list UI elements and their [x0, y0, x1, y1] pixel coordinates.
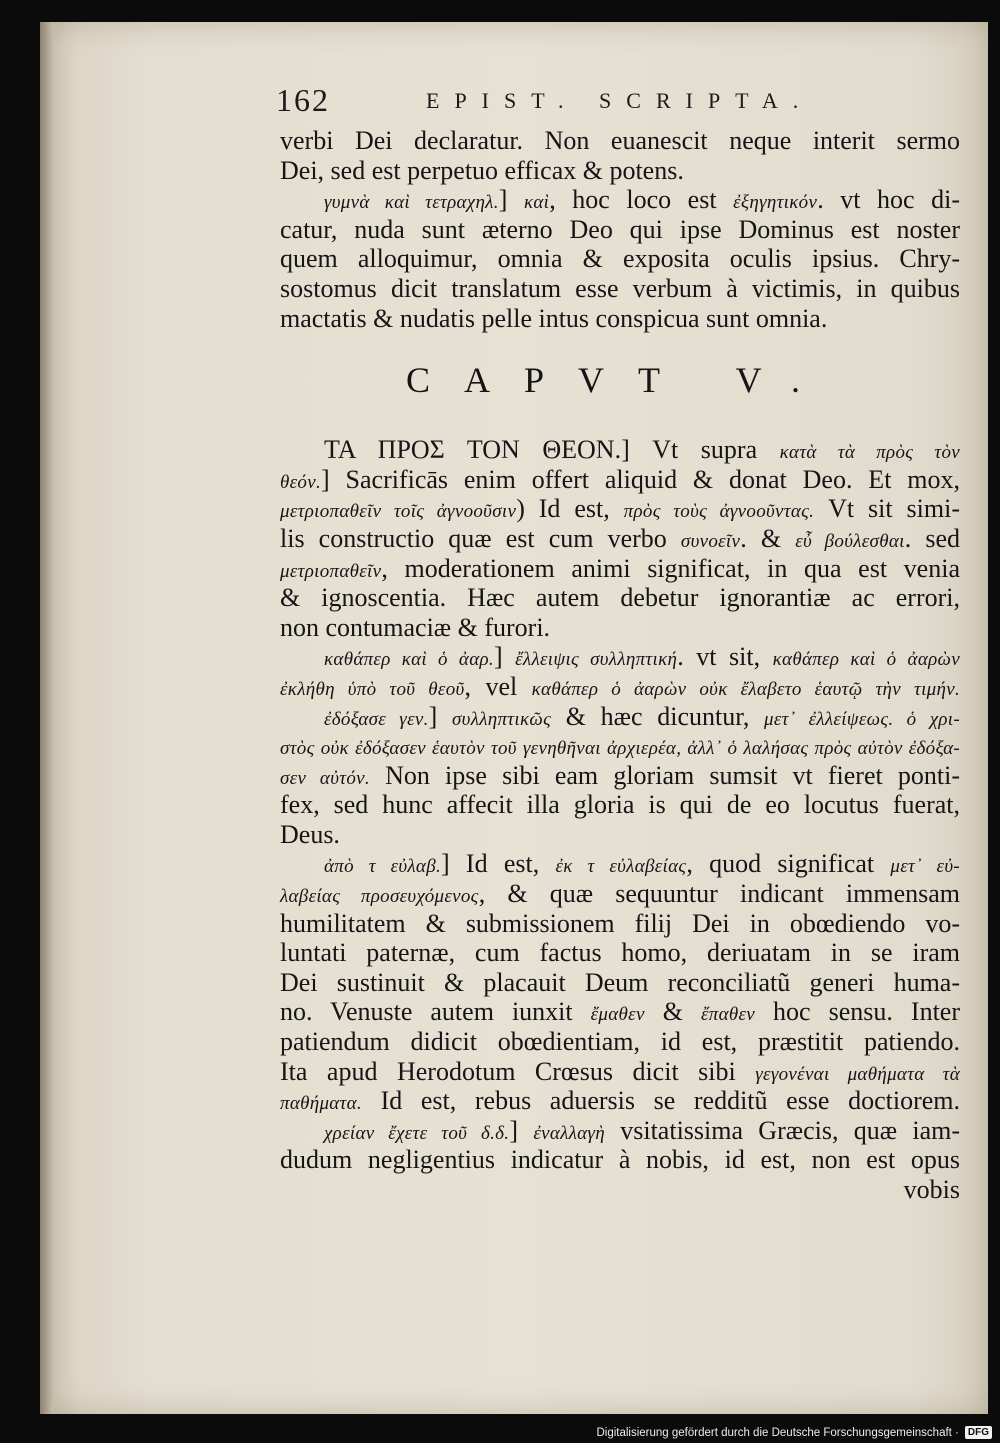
text-fragment: Id est, rebus aduersis se redditũ esse doctiorem. [361, 1086, 960, 1116]
text-fragment: ] Id est, [441, 849, 556, 879]
text-line [280, 554, 960, 584]
text-fragment: . sed [904, 523, 960, 553]
text-fragment: ] [428, 701, 452, 731]
greek-term: καθάπερ καὶ ὁ ἀαρὼν [772, 649, 960, 671]
text-line: Deus. [280, 819, 340, 849]
page-number: 162 [276, 82, 330, 118]
text-line [280, 849, 960, 879]
text-fragment: Vt sit simi- [814, 494, 960, 524]
text-line [280, 1057, 960, 1087]
text-line [280, 494, 960, 524]
text-line: verbi Dei declaratur. Non euanescit neque interit sermo [280, 126, 960, 155]
text-fragment: , moderationem animi significat, in qua est venia [381, 553, 960, 583]
text-fragment: , & quæ sequuntur indicant immensam [478, 879, 960, 909]
text-fragment: . & [740, 523, 796, 553]
text-fragment: ] [493, 642, 516, 672]
greek-lemma: ἐδόξασε γεν. [324, 708, 429, 730]
greek-term: μετ᾽ ἐλλείψεως. ὁ χρι- [764, 708, 960, 730]
text-fragment: ] [509, 1115, 534, 1145]
text-fragment: . vt hoc di- [817, 185, 960, 215]
running-head [276, 82, 966, 122]
text-line: sostomus dicit translatum esse verbum à victimis, in quibus [280, 273, 960, 303]
text-fragment: , quod significat [686, 849, 891, 879]
greek-term: ἔλλειψις συλληπτική [515, 649, 678, 671]
text-line: catur, nuda sunt æterno Deo qui ipse Dominus est noster [280, 214, 960, 244]
greek-term: κατὰ τὰ πρὸς τὸν [779, 442, 960, 464]
running-title: EPIST. SCRIPTA. [426, 88, 814, 113]
greek-term: καὶ [523, 192, 550, 214]
text-fragment: lis constructio quæ est cum verbo [280, 523, 681, 553]
greek-term: καθάπερ ὁ ἀαρὼν οὐκ ἔλαβετο ἑαυτῷ τὴν τιμήν. [531, 678, 961, 700]
text-fragment: ) Id est, [516, 494, 624, 524]
text-fragment: ] Sacrificās enim offert aliquid & donat Deo. Et mox, [321, 464, 960, 494]
text-line [280, 672, 960, 702]
greek-term: μετ᾽ εὐ- [890, 856, 960, 878]
text-fragment: & hæc dicuntur, [551, 701, 765, 731]
text-line: luntati paternæ, cum factus homo, deriuatam in se iram [280, 938, 960, 968]
text-line [280, 642, 960, 672]
text-line: patiendum didicit obœdientiam, id est, præstitit patiendo. [280, 1027, 960, 1057]
greek-term: θεόν. [280, 471, 322, 493]
text-fragment: ] [498, 185, 524, 215]
greek-lemma: καθάπερ καὶ ὁ ἀαρ. [324, 649, 494, 671]
chapter-heading: CAPVT V. [405, 360, 835, 401]
greek-term: ἐξηγητικόν [733, 192, 818, 214]
greek-term: συνοεῖν [680, 530, 741, 552]
digitization-credit [596, 1426, 992, 1439]
text-line [280, 435, 960, 465]
text-line: & ignoscentia. Hæc autem debetur ignorantiæ ac errori, [280, 583, 960, 613]
text-line: Dei sustinuit & placauit Deum reconciliatũ generi huma- [280, 967, 960, 997]
greek-term: ἔπαθεν [700, 1004, 756, 1026]
text-line [280, 524, 960, 554]
greek-term: πρὸς τοὺς ἀγνοοῦντας. [623, 501, 815, 523]
text-line: humilitatem & submissionem filij Dei in obœdiendo vo- [280, 908, 960, 938]
greek-term: σεν αὐτόν. [280, 767, 370, 789]
text-line [280, 879, 960, 909]
greek-lemma: γυμνὰ καὶ τετραχηλ. [324, 192, 499, 214]
dfg-logo: DFG [965, 1426, 992, 1439]
text-fragment: Ita apud Herodotum Crœsus dicit sibi [280, 1056, 756, 1086]
text-fragment: no. Venuste autem iunxit [280, 997, 591, 1027]
greek-term: γεγονέναι μαθήματα τὰ [755, 1063, 960, 1085]
greek-term: παθήματα. [280, 1093, 362, 1115]
page-text [280, 126, 960, 1205]
text-fragment: , vel [464, 671, 532, 701]
text-line: non contumaciæ & furori. [280, 612, 551, 642]
text-fragment: vsitatissima Græcis, quæ iam- [604, 1115, 960, 1145]
text-line: dudum negligentius indicatur à nobis, id est, non est opus [280, 1145, 960, 1175]
text-fragment: hoc sensu. Inter [755, 997, 960, 1027]
text-line [280, 1086, 960, 1116]
text-fragment: . vt sit, [677, 642, 773, 672]
greek-term: ἔμαθεν [590, 1004, 645, 1026]
text-line [280, 1116, 960, 1146]
text-line: quem alloquimur, omnia & exposita oculis ipsius. Chry- [280, 244, 960, 274]
greek-term: ἐκλήθη ὑπὸ τοῦ θεοῦ [280, 678, 465, 700]
greek-term: ἐναλλαγὴ [533, 1122, 605, 1144]
text-line [280, 185, 960, 215]
text-line: mactatis & nudatis pelle intus conspicua sunt omnia. [280, 303, 828, 333]
text-fragment: & [644, 997, 701, 1027]
greek-term: στὸς οὐκ ἐδόξασεν ἑαυτὸν τοῦ γενηθῆναι ἀρχιερέα, ἀλλ᾽ ὁ λαλήσας πρὸς αὐτὸν ἐδόξα- [280, 738, 960, 760]
text-line [280, 465, 960, 495]
greek-lemma: χρείαν ἔχετε τοῦ δ.δ. [324, 1122, 510, 1144]
credit-text: Digitalisierung gefördert durch die Deutsche Forschungsgemeinschaft · [596, 1426, 959, 1439]
greek-term: ἐκ τ εὐλαβείας [555, 856, 687, 878]
text-line [280, 731, 960, 761]
text-line: Dei, sed est perpetuo efficax & potens. [280, 155, 684, 185]
text-line [280, 702, 960, 732]
text-line [280, 761, 960, 791]
text-fragment: , hoc loco est [549, 185, 734, 215]
greek-term: εὖ βούλεσθαι [795, 530, 905, 552]
text-fragment: Non ipse sibi eam gloriam sumsit vt fieret ponti- [369, 760, 960, 790]
greek-lemma: ἀπὸ τ εὐλαβ. [324, 856, 442, 878]
text-line [280, 997, 960, 1027]
page-gutter-edge [40, 22, 54, 1414]
greek-term: μετριοπαθεῖν τοῖς ἀγνοοῦσιν [280, 501, 517, 523]
greek-term: λαβείας προσευχόμενος [280, 886, 479, 908]
text-fragment: ΤΑ ΠΡΟΣ ΤΟΝ ΘΕΟΝ.] Vt supra [324, 435, 780, 465]
greek-term: συλληπτικῶς [452, 708, 552, 730]
text-line: fex, sed hunc affecit illa gloria is qui de eo locutus fuerat, [280, 790, 960, 820]
greek-term: μετριοπαθεῖν [280, 560, 382, 582]
catchword: vobis [903, 1175, 960, 1204]
